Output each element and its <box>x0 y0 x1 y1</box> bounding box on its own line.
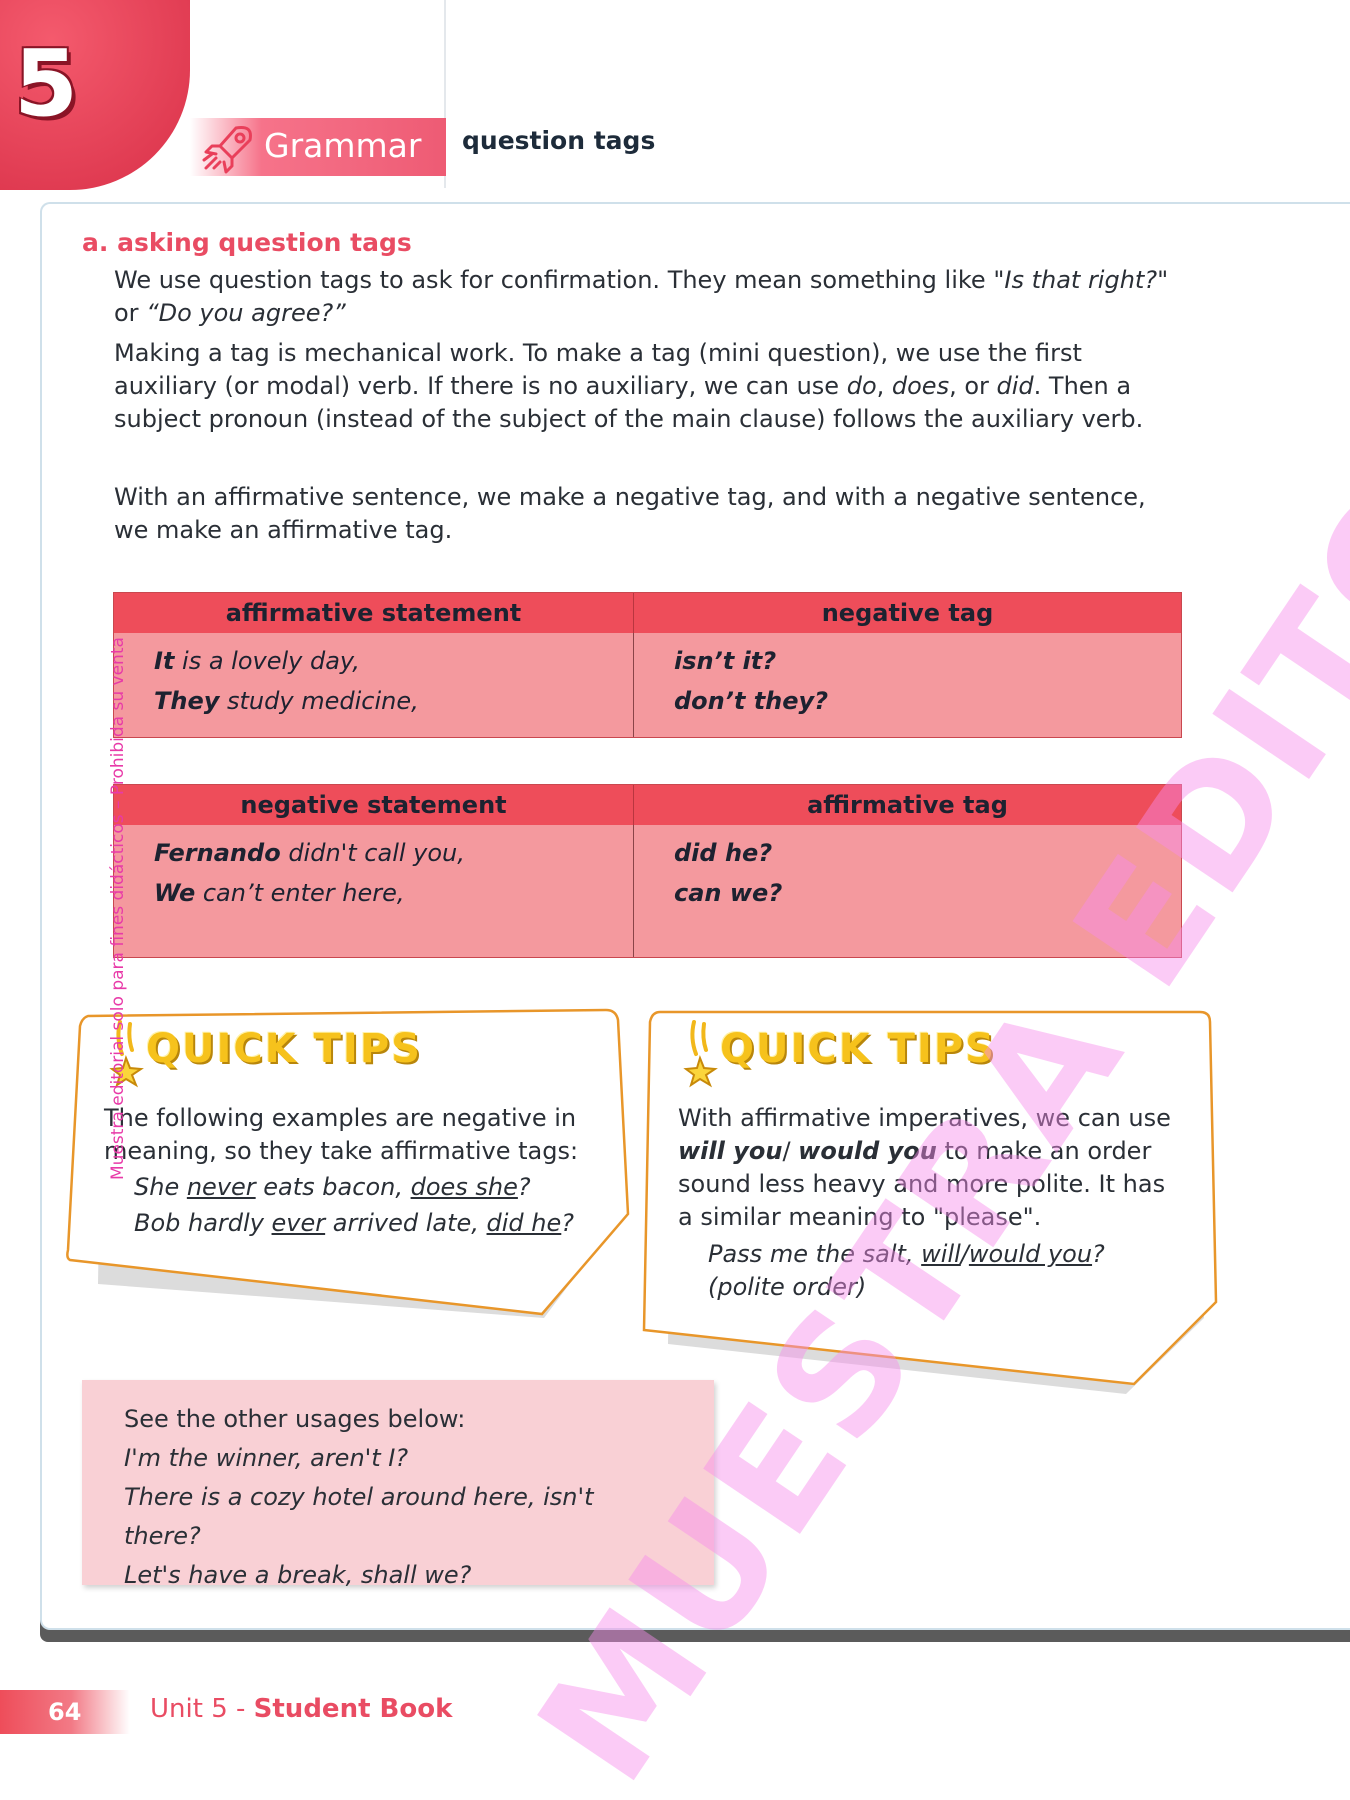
table-header-left: negative statement <box>114 785 634 825</box>
unit-number: 5 <box>14 30 79 137</box>
tip-body <box>104 1102 604 1240</box>
usage-example: There is a cozy hotel around here, isn't there? <box>124 1483 594 1550</box>
paragraph-italic: Is that right? <box>1004 266 1158 294</box>
row-tag: don’t they? <box>674 687 829 715</box>
other-usages-box <box>82 1380 714 1589</box>
tip-text: With affirmative imperatives, we can use <box>678 1104 1171 1132</box>
page-number: 64 <box>48 1698 82 1726</box>
tip-bold: will you <box>678 1137 783 1165</box>
usage-intro: See the other usages below: <box>124 1405 466 1433</box>
table-row-tag <box>674 641 1181 681</box>
table-row <box>154 873 633 913</box>
negative-table <box>113 784 1182 958</box>
example-text: ? <box>561 1209 575 1237</box>
example-text: arrived late, <box>325 1209 487 1237</box>
tip-example <box>104 1171 604 1204</box>
paragraph-italic: did <box>996 372 1034 400</box>
tip-example <box>678 1238 1178 1271</box>
table-column-statements <box>114 633 634 737</box>
tip-title: QUICK TIPS <box>146 1026 422 1072</box>
paragraph-intro <box>114 264 1184 330</box>
quick-tips-box-negative <box>66 1006 640 1342</box>
paragraph-polarity: With an affirmative sentence, we make a negative tag, and with a negative sentence, we make an affirmative tag. <box>114 483 1146 544</box>
table-column-tags <box>634 825 1181 957</box>
table-row <box>154 641 633 681</box>
example-text: Bob hardly <box>134 1209 272 1237</box>
table-row-tag <box>674 873 1181 913</box>
example-underlined: ever <box>271 1209 326 1237</box>
section-label: Grammar <box>264 126 422 165</box>
watermark: MUESTRA <box>502 964 1160 1800</box>
paragraph-italic: does <box>891 372 950 400</box>
footer-page-bar <box>0 1690 130 1734</box>
example-text: ? <box>1092 1240 1105 1268</box>
footer-book: Student Book <box>253 1694 453 1724</box>
table-row-tag <box>674 681 1181 721</box>
row-subject: They <box>154 687 220 715</box>
sparkle-star-icon <box>682 1018 722 1088</box>
tip-example <box>104 1207 604 1240</box>
row-statement: study medicine, <box>219 687 419 715</box>
row-subject: We <box>154 879 196 907</box>
quick-tips-box-imperatives <box>640 1006 1224 1406</box>
example-underlined: never <box>186 1173 256 1201</box>
tip-example-note: (polite order) <box>708 1273 867 1301</box>
row-subject: It <box>154 647 175 675</box>
tip-bold: would you <box>798 1137 937 1165</box>
row-tag: can we? <box>674 879 783 907</box>
table-header <box>114 785 1181 825</box>
tip-body <box>678 1102 1178 1304</box>
example-text: Pass me the salt, <box>708 1240 922 1268</box>
rocket-icon <box>198 122 258 174</box>
paragraph-text: We use question tags to ask for confirmation. They mean something like " <box>114 266 1005 294</box>
example-underlined: did he <box>486 1209 562 1237</box>
tip-explanation: The following examples are negative in meaning, so they take affirmative tags: <box>104 1104 579 1165</box>
footer-label <box>150 1694 452 1724</box>
paragraph-italic: “Do you agree?” <box>146 299 346 327</box>
table-header-right: affirmative tag <box>807 791 1008 819</box>
topic-title: question tags <box>462 126 656 155</box>
paragraph-text: , <box>876 372 892 400</box>
row-tag: did he? <box>674 839 773 867</box>
paragraph-italic: do <box>846 372 877 400</box>
tip-explanation <box>678 1102 1178 1234</box>
table-column-statements <box>114 825 634 957</box>
row-tag: isn’t it? <box>674 647 777 675</box>
table-body <box>114 825 1181 957</box>
table-column-tags <box>634 633 1181 737</box>
paragraph-text: " or <box>114 266 1169 327</box>
example-text: ? <box>517 1173 531 1201</box>
usage-example: I'm the winner, aren't I? <box>124 1444 409 1472</box>
usage-example: Let's have a break, shall we? <box>124 1561 472 1589</box>
row-statement: can’t enter here, <box>195 879 405 907</box>
paragraph-text: . Then a subject pronoun (instead of the subject of the main clause) follows the auxiliary verb. <box>114 372 1144 433</box>
section-heading: a. asking question tags <box>82 228 412 257</box>
example-text: eats bacon, <box>255 1173 411 1201</box>
row-statement: didn't call you, <box>280 839 465 867</box>
affirmative-table <box>113 592 1182 738</box>
example-underlined: will <box>921 1240 961 1268</box>
table-row <box>154 833 633 873</box>
table-header-right: negative tag <box>821 599 994 627</box>
footer-unit: Unit 5 - <box>150 1694 254 1724</box>
table-header <box>114 593 1181 633</box>
table-row-tag <box>674 833 1181 873</box>
tip-title: QUICK TIPS <box>720 1026 996 1072</box>
row-subject: Fernando <box>154 839 281 867</box>
table-header-left: affirmative statement <box>114 593 634 633</box>
example-text: / <box>960 1240 969 1268</box>
example-text: She <box>134 1173 187 1201</box>
example-underlined: would you <box>968 1240 1093 1268</box>
grammar-tab <box>190 118 446 176</box>
tip-text: / <box>782 1137 799 1165</box>
table-body <box>114 633 1181 737</box>
example-underlined: does she <box>410 1173 518 1201</box>
row-statement: is a lovely day, <box>174 647 360 675</box>
paragraph-text: Making a tag is mechanical work. To make a tag (mini question), we use the first auxiliary (or modal) verb. If there is no auxiliary, we can use <box>114 339 1082 400</box>
paragraph-text: , or <box>949 372 997 400</box>
table-row <box>154 681 633 721</box>
paragraph-making-tag <box>114 337 1184 436</box>
tip-text: to make an order sound less heavy and more polite. It has a similar meaning to "please". <box>678 1137 1166 1231</box>
side-note: Muestra editorial solo para fines didácticos – Prohibida su venta <box>108 637 128 1180</box>
